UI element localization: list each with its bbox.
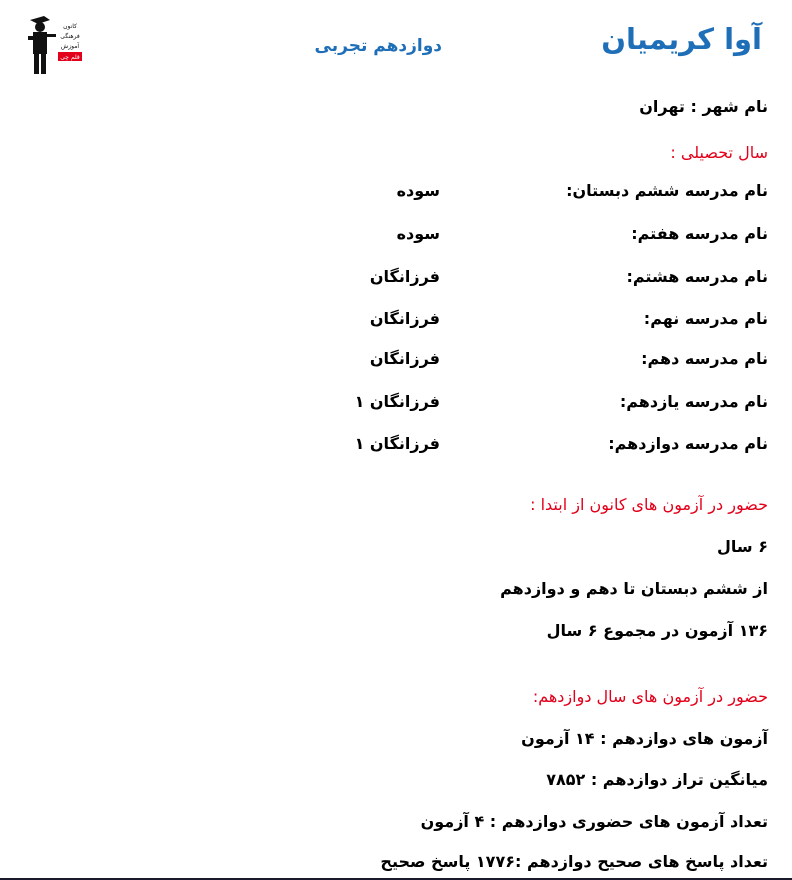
grade12-correct-answers: تعداد پاسخ های صحیح دوازدهم :۱۷۷۶ پاسخ صحیح — [380, 852, 768, 871]
kanoon-range: از ششم دبستان تا دهم و دوازدهم — [500, 579, 768, 598]
grade-label: دوازدهم تجربی — [314, 36, 442, 56]
school-label-8: نام مدرسه هشتم: — [626, 267, 768, 286]
kanoon-total-exams: ۱۳۶ آزمون در مجموع ۶ سال — [546, 621, 768, 640]
grade12-heading: حضور در آزمون های سال دوازدهم: — [532, 687, 768, 706]
school-label-12: نام مدرسه دوازدهم: — [608, 434, 768, 453]
school-value-6: سوده — [396, 181, 440, 200]
grade12-in-person-exams: تعداد آزمون های حضوری دوازدهم : ۴ آزمون — [420, 812, 768, 831]
logo-line-2: فرهنگی — [60, 33, 80, 40]
city-line: نام شهر : تهران — [639, 97, 768, 116]
grade12-exams: آزمون های دوازدهم : ۱۴ آزمون — [521, 729, 768, 748]
school-label-11: نام مدرسه یازدهم: — [619, 392, 768, 411]
school-label-10: نام مدرسه دهم: — [641, 349, 768, 368]
grade12-average-taraz: میانگین تراز دوازدهم : ۷۸۵۲ — [546, 770, 768, 789]
logo-line-4: قلم چی — [60, 54, 80, 61]
academic-year-heading: سال تحصیلی : — [670, 143, 768, 162]
school-value-12: فرزانگان ۱ — [354, 434, 440, 453]
kanoon-years: ۶ سال — [717, 537, 768, 556]
logo-line-1: کانون — [63, 23, 77, 30]
logo-line-3: آموزش — [60, 43, 80, 50]
kanoon-history-heading: حضور در آزمون های کانون از ابتدا : — [530, 495, 768, 514]
school-value-10: فرزانگان — [369, 349, 440, 368]
kanoon-logo-graphic — [24, 14, 82, 78]
student-name: آوا کریمیان — [601, 22, 762, 56]
school-label-7: نام مدرسه هفتم: — [631, 224, 768, 243]
school-value-9: فرزانگان — [369, 309, 440, 328]
school-value-11: فرزانگان ۱ — [354, 392, 440, 411]
school-label-9: نام مدرسه نهم: — [643, 309, 768, 328]
school-value-8: فرزانگان — [369, 267, 440, 286]
kanoon-logo — [24, 14, 82, 78]
school-value-7: سوده — [396, 224, 440, 243]
school-label-6: نام مدرسه ششم دبستان: — [566, 181, 768, 200]
